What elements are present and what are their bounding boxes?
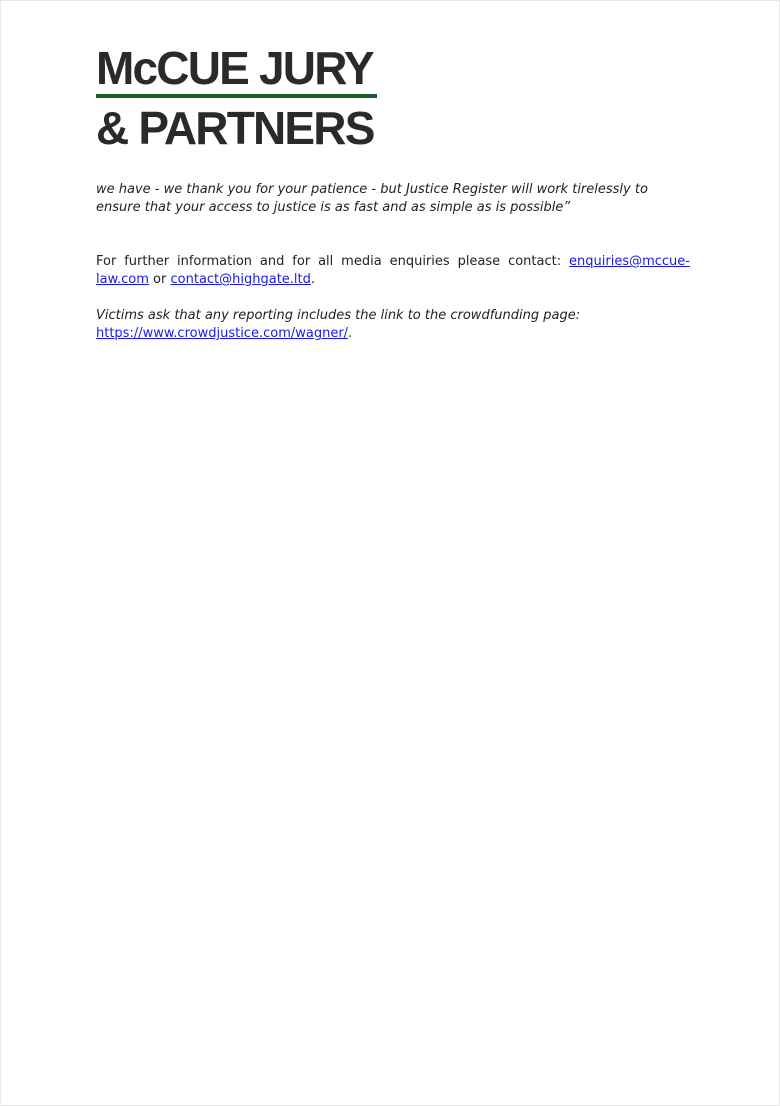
- logo-text-line1: McCUE JURY: [96, 42, 373, 94]
- email-link-enquiries[interactable]: enquiries@mccue-law.com: [96, 254, 690, 287]
- contact-paragraph: [96, 253, 690, 289]
- logo-text-line2: & PARTNERS: [96, 102, 374, 154]
- spacer: [96, 217, 690, 253]
- contact-intro-text: For further information and for all media enquiries please contact:: [96, 254, 570, 269]
- reporting-paragraph: [96, 307, 690, 343]
- reporting-end-text: .: [348, 326, 353, 341]
- contact-connector-text: or: [148, 272, 171, 287]
- email-link-contact[interactable]: contact@highgate.ltd: [170, 272, 311, 287]
- contact-end-text: .: [310, 272, 316, 287]
- spacer: [96, 289, 690, 307]
- reporting-text: Victims ask that any reporting includes the link to the crowdfunding page:: [96, 308, 581, 323]
- logo-green-rule: [96, 94, 377, 98]
- quote-continuation: we have - we thank you for your patience - but Justice Register will work tirelessly to ensure that your access to justice is as fast and as simple as is possible”: [96, 182, 648, 215]
- firm-logo: [96, 42, 378, 154]
- document-body: [96, 181, 690, 343]
- crowdfunding-link[interactable]: https://www.crowdjustice.com/wagner/: [96, 326, 349, 341]
